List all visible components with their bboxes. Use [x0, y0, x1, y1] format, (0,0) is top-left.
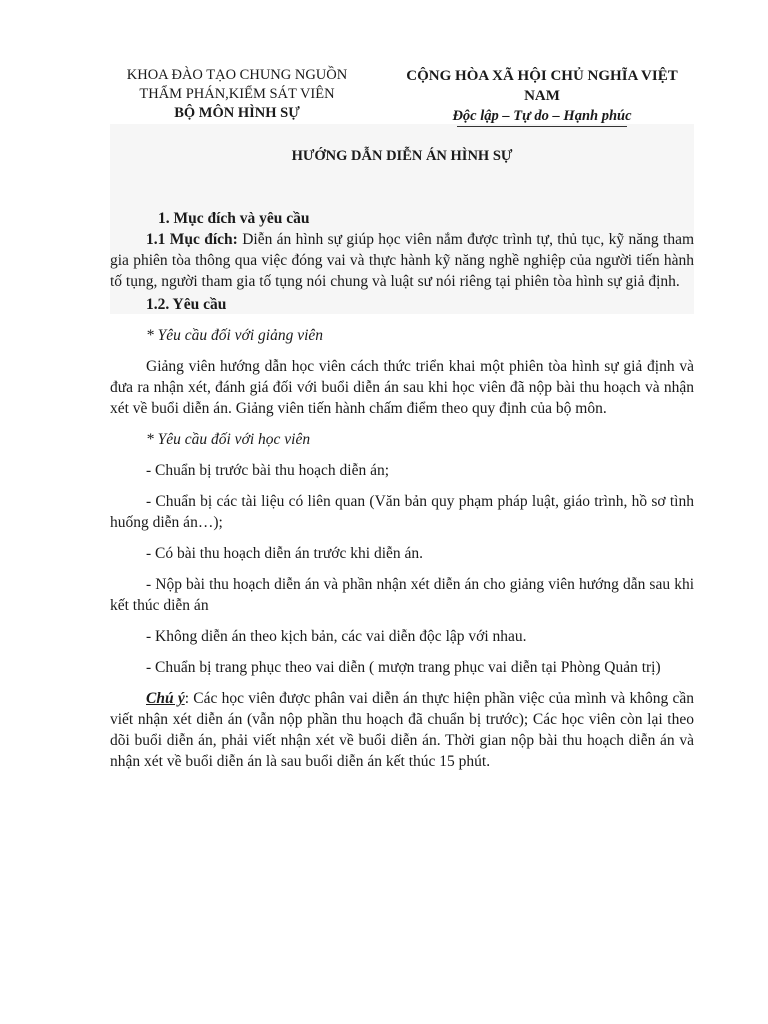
list-item: - Chuẩn bị trang phục theo vai diễn ( mượn trang phục vai diễn tại Phòng Quản trị): [146, 659, 661, 676]
student-heading: * Yêu cầu đối với học viên: [146, 431, 311, 448]
section1-heading: 1. Mục đích và yêu cầu: [158, 210, 310, 227]
document-body: [110, 208, 694, 772]
note-text: : Các học viên được phân vai diễn án thực hiện phần việc của mình và không cần viết nhận xét diễn án (vẫn nộp phần thu hoạch đã chuẩn bị trước); Các học viên còn lại theo dõi buổi diễn án, phải viết nhận xét về buổi diễn án. Thời gian nộp bài thu hoạch diễn án và nhận xét về buổi diễn án là sau buổi diễn án kết thúc 15 phút.: [110, 690, 694, 770]
note-paragraph: [110, 688, 694, 772]
document-title: HƯỚNG DẪN DIỄN ÁN HÌNH SỰ: [291, 148, 513, 164]
purpose-paragraph: [110, 229, 694, 292]
requirements-heading: 1.2. Yêu cầu: [146, 296, 227, 313]
motto-underline: [457, 126, 627, 127]
national-title: CỘNG HÒA XÃ HỘI CHỦ NGHĨA VIỆT NAM: [406, 68, 678, 104]
list-item: - Chuẩn bị các tài liệu có liên quan (Văn bản quy phạm pháp luật, giáo trình, hồ sơ tình huống diễn án…);: [110, 493, 694, 531]
purpose-text: Diễn án hình sự giúp học viên nắm được trình tự, thủ tục, kỹ năng tham gia phiên tòa thông qua việc đóng vai và thực hành kỹ năng nghề nghiệp của người tiến hành tố tụng, người tham gia tố tụng nói chung và luật sư nói riêng tại phiên tòa hình sự giả định.: [110, 231, 694, 290]
note-label: Chú ý: [146, 690, 185, 707]
list-item: - Không diễn án theo kịch bản, các vai diễn độc lập với nhau.: [146, 628, 527, 645]
list-item: - Nộp bài thu hoạch diễn án và phần nhận xét diễn án cho giảng viên hướng dẫn sau khi kết thúc diễn án: [110, 576, 694, 614]
issuer-block: [108, 66, 366, 123]
list-item: - Chuẩn bị trước bài thu hoạch diễn án;: [146, 462, 390, 479]
national-motto: Độc lập – Tự do – Hạnh phúc: [452, 108, 632, 124]
list-item: - Có bài thu hoạch diễn án trước khi diễn án.: [146, 545, 424, 562]
issuer-dept: BỘ MÔN HÌNH SỰ: [174, 105, 300, 121]
purpose-label: 1.1 Mục đích:: [146, 231, 238, 248]
issuer-line-1: KHOA ĐÀO TẠO CHUNG NGUỒN: [126, 67, 348, 83]
national-header: [404, 66, 680, 127]
lecturer-heading: * Yêu cầu đối với giảng viên: [146, 327, 324, 344]
issuer-line-2: THẨM PHÁN,KIỂM SÁT VIÊN: [139, 86, 335, 102]
lecturer-text: Giảng viên hướng dẫn học viên cách thức triển khai một phiên tòa hình sự giả định và đưa ra nhận xét, đánh giá đối với buổi diễn án sau khi học viên đã nộp bài thu hoạch và nhận xét về buổi diễn án. Giảng viên tiến hành chấm điểm theo quy định của bộ môn.: [110, 358, 694, 417]
